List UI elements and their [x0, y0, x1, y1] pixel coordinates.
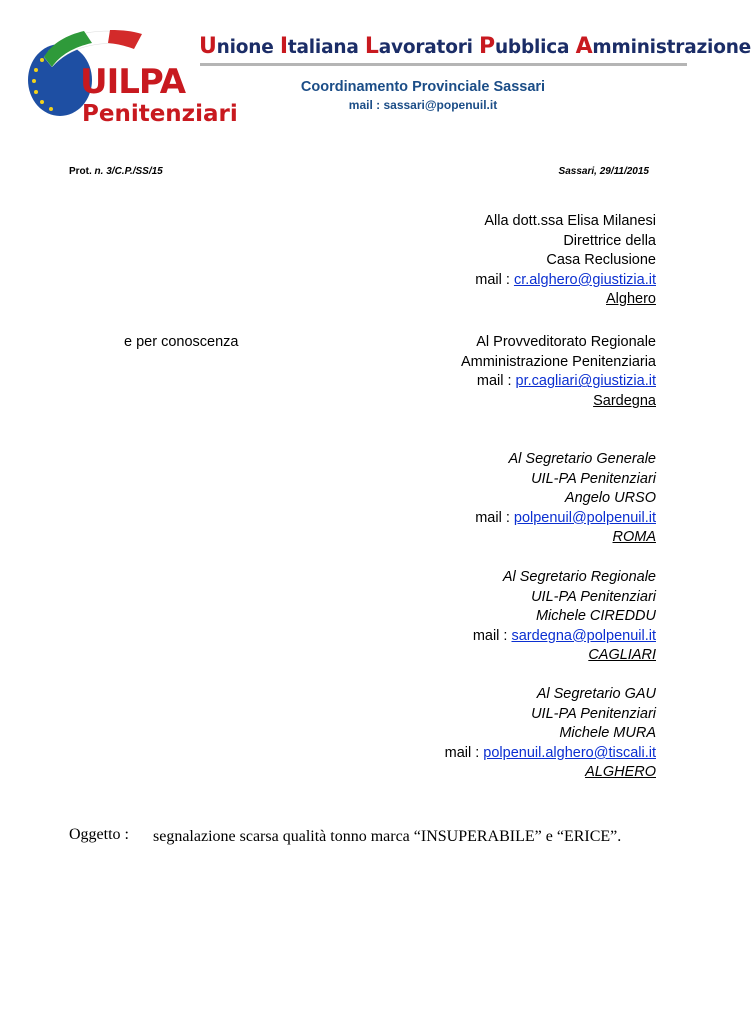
recipient-general-secretary	[475, 450, 656, 548]
recipient-person: Michele CIREDDU	[535, 608, 656, 625]
org-title-word: avoratori	[378, 37, 480, 58]
recipient-name: Al Provveditorato Regionale	[476, 334, 656, 350]
recipient-org: UIL-PA Penitenziari	[531, 588, 656, 605]
recipient-title: Al Segretario Regionale	[502, 569, 656, 585]
protocol-prefix: Prot.	[69, 166, 92, 177]
mail-label: mail :	[444, 744, 484, 761]
org-title-cap: P	[479, 34, 495, 59]
recipient-city: CAGLIARI	[588, 647, 656, 664]
org-title-cap: L	[364, 34, 379, 59]
recipient-cc	[461, 333, 656, 411]
recipient-mail-line	[461, 372, 656, 392]
organization-title	[199, 34, 751, 59]
logo-penitenziari-text: Penitenziari	[82, 101, 238, 127]
recipient-mail-line	[475, 509, 656, 529]
recipient-office: Amministrazione Penitenziaria	[460, 353, 656, 370]
recipient-mail-link[interactable]: sardegna@polpenuil.it	[511, 627, 656, 644]
recipient-mail-line	[473, 627, 656, 647]
mail-label: mail :	[475, 271, 514, 288]
recipient-title: Al Segretario Generale	[508, 451, 656, 467]
header-divider	[200, 63, 687, 66]
place-date: Sassari, 29/11/2015	[558, 166, 649, 177]
recipient-city: Alghero	[606, 291, 656, 308]
recipient-name: Alla dott.ssa Elisa Milanesi	[484, 213, 656, 229]
recipient-mail-line	[475, 271, 656, 291]
recipient-org: UIL-PA Penitenziari	[531, 470, 656, 487]
mail-label: mail :	[476, 373, 516, 390]
recipient-city: Sardegna	[593, 392, 656, 409]
subject-text: segnalazione scarsa qualità tonno marca “INSUPERABILE” e “ERICE”.	[153, 828, 622, 845]
recipient-mail-link[interactable]: cr.alghero@giustizia.it	[513, 271, 656, 288]
recipient-mail-line	[445, 744, 656, 764]
mail-label: mail :	[472, 627, 512, 644]
recipient-person: Angelo URSO	[564, 490, 656, 507]
cc-label: e per conoscenza	[124, 334, 239, 350]
recipient-primary	[475, 212, 656, 310]
recipient-person: Michele MURA	[559, 725, 656, 742]
recipient-regional-secretary	[473, 568, 656, 666]
coordinamento-title: Coordinamento Provinciale Sassari	[300, 79, 546, 95]
org-title-word: mministrazione	[592, 37, 751, 58]
protocol-number	[69, 166, 163, 177]
subject-label: Oggetto :	[69, 826, 129, 843]
recipient-org: UIL-PA Penitenziari	[531, 705, 656, 722]
mail-label: mail :	[475, 509, 514, 526]
recipient-mail-link[interactable]: polpenuil@polpenuil.it	[513, 509, 656, 526]
recipient-city: ALGHERO	[585, 764, 656, 781]
recipient-role: Direttrice della	[563, 232, 656, 249]
recipient-mail-link[interactable]: polpenuil.alghero@tiscali.it	[483, 744, 656, 761]
protocol-code: n. 3/C.P./SS/15	[91, 166, 163, 177]
org-title-word: nione	[216, 37, 280, 58]
recipient-mail-link[interactable]: pr.cagliari@giustizia.it	[515, 373, 656, 390]
recipient-office: Casa Reclusione	[546, 252, 656, 269]
org-title-word: ubblica	[494, 37, 576, 58]
recipient-title: Al Segretario GAU	[536, 686, 656, 702]
recipient-gau-secretary	[445, 685, 656, 783]
org-title-cap: U	[199, 34, 217, 59]
org-title-word: taliana	[287, 37, 365, 58]
coordinamento-mail: mail : sassari@popenuil.it	[348, 98, 498, 112]
recipient-city: ROMA	[612, 529, 656, 546]
org-title-cap: A	[575, 34, 593, 59]
org-title-cap: I	[279, 34, 288, 59]
logo-uilpa-text: UILPA	[80, 62, 186, 102]
